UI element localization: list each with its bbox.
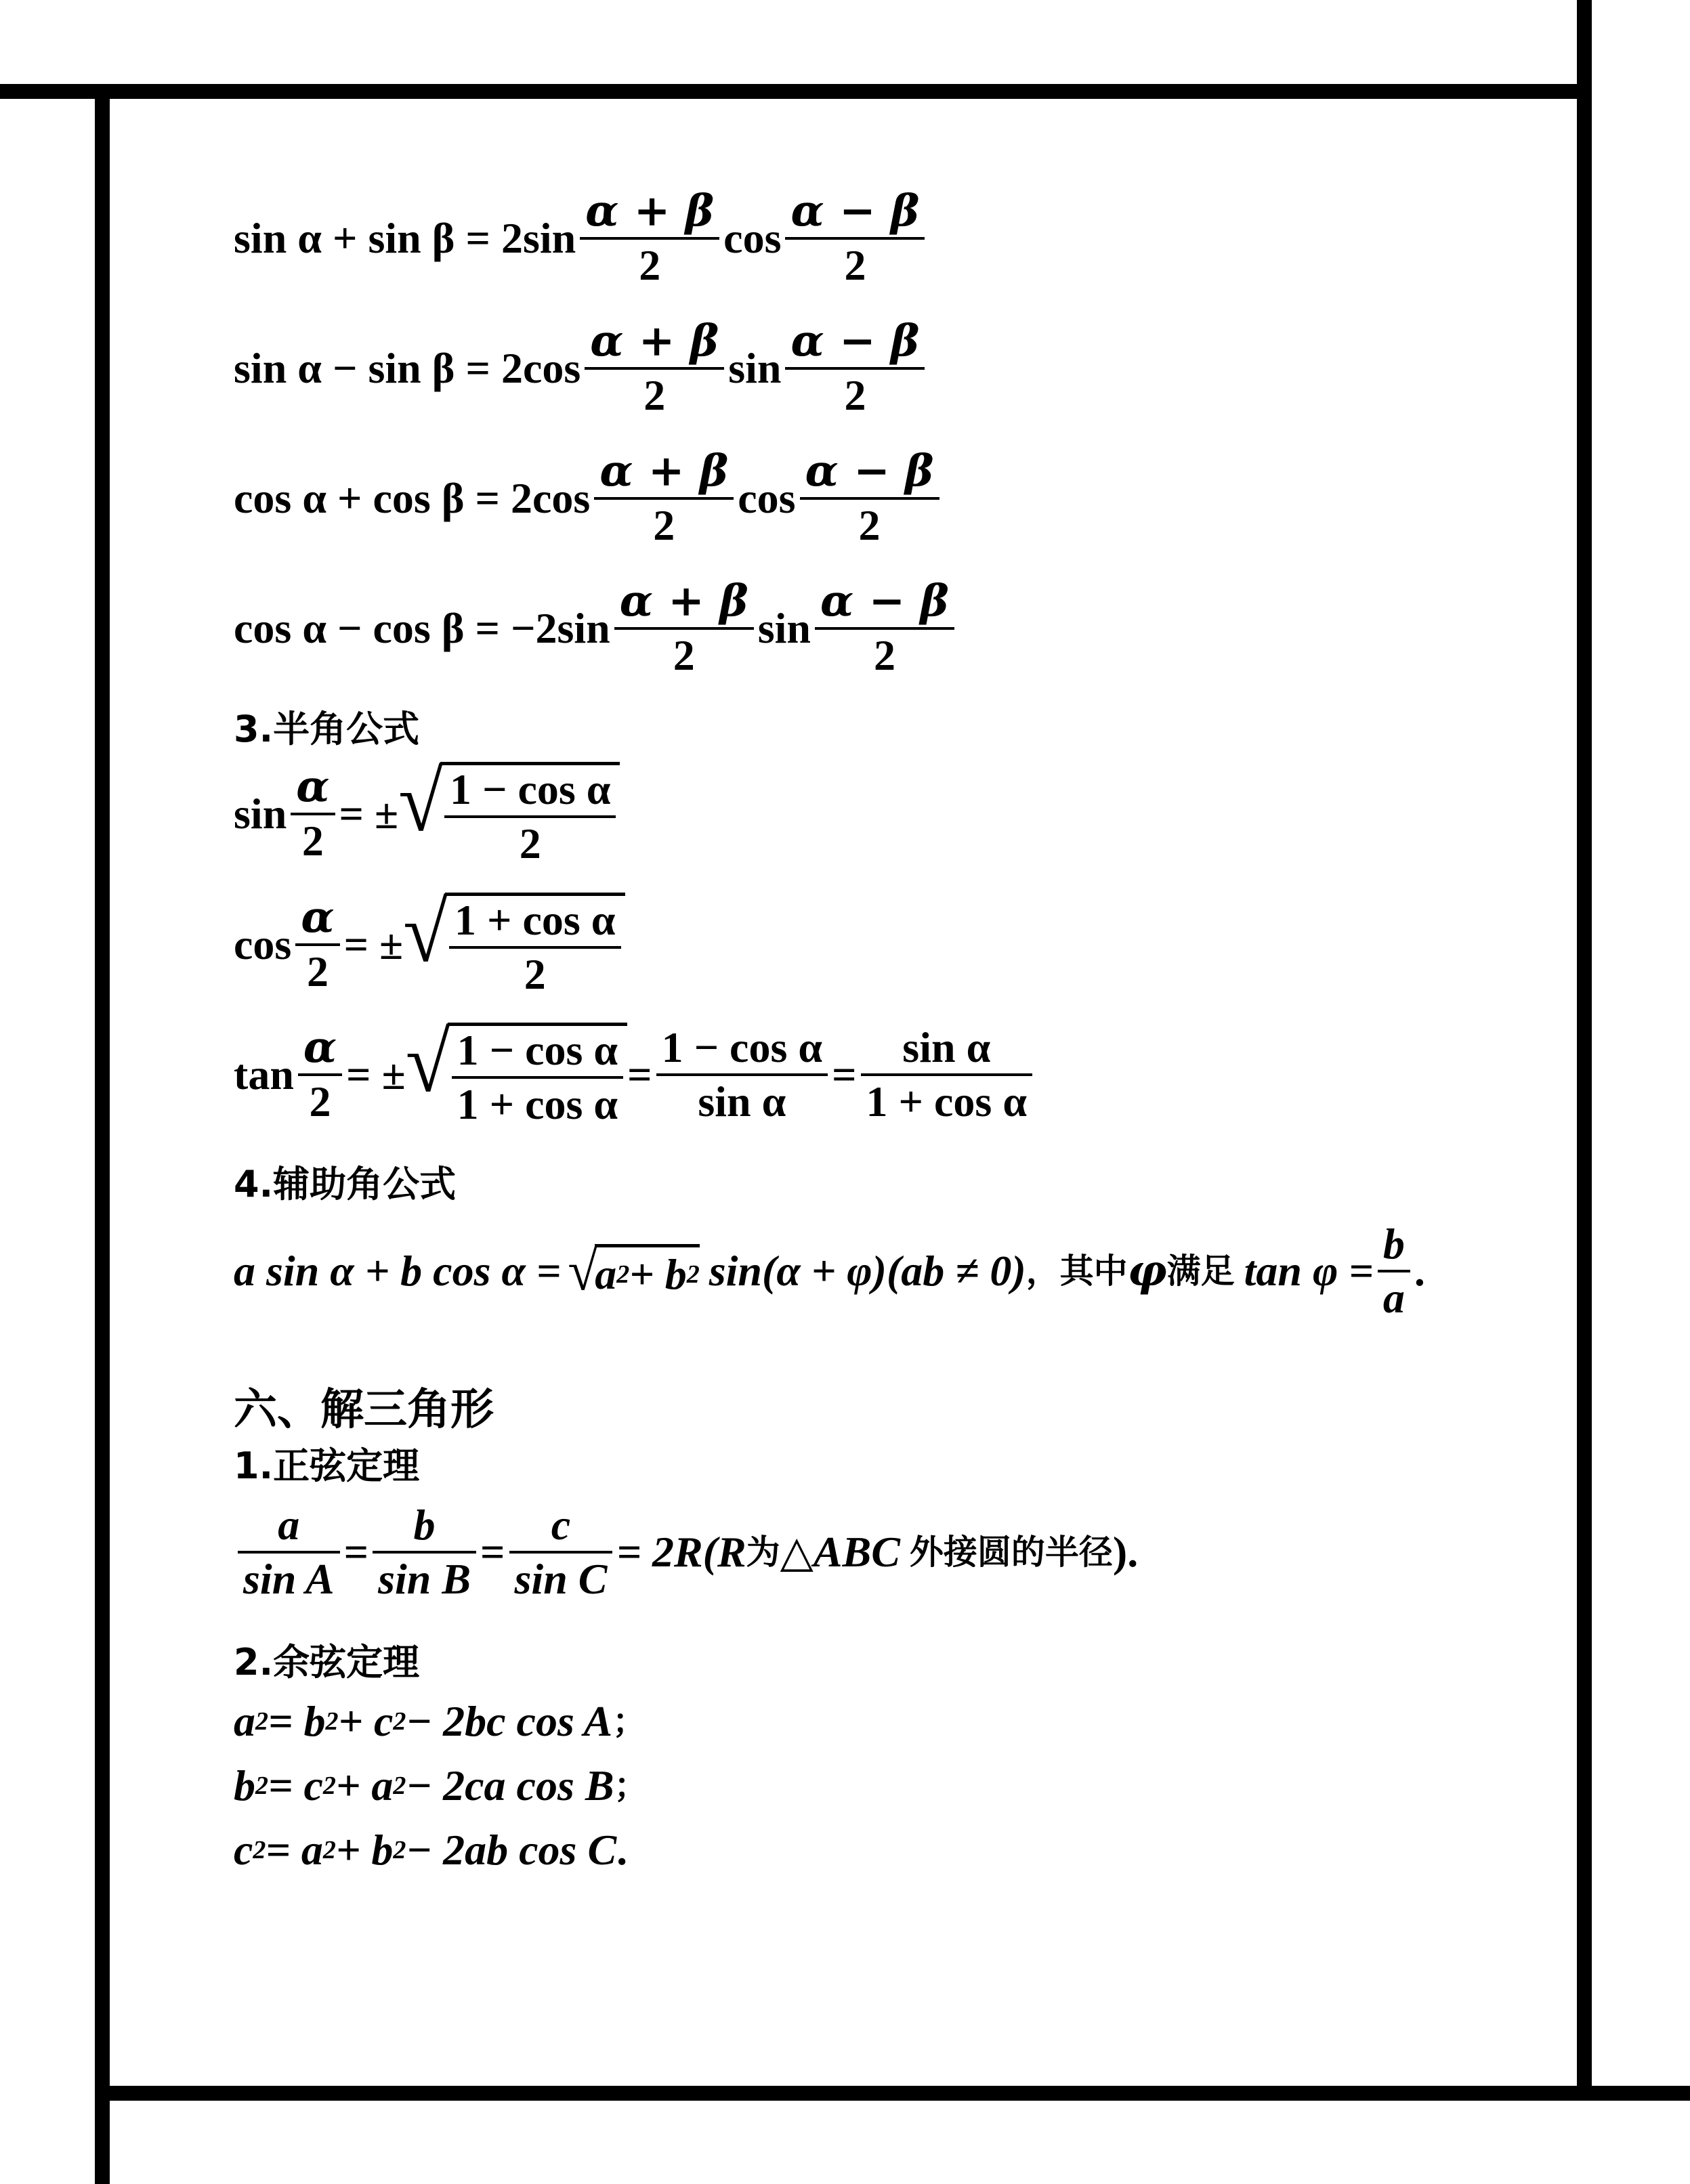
fraction xyxy=(800,446,939,549)
formula-part: 2 xyxy=(585,367,724,417)
formula-part: 2 xyxy=(325,1707,339,1736)
formula-part: α + β xyxy=(585,186,715,236)
formula-law-of-sines xyxy=(234,1503,1138,1601)
formula-part: sin α − sin β = 2cos xyxy=(234,344,581,392)
formula-part: + a xyxy=(335,1761,394,1810)
formula-part xyxy=(1378,1222,1410,1320)
formula-part: 2 xyxy=(393,1836,406,1864)
formula-part: b xyxy=(413,1501,436,1549)
formula-part: 2 xyxy=(785,237,925,287)
formula-part: sin α xyxy=(902,1023,991,1071)
formula-part: 2 xyxy=(253,1836,266,1864)
formula-part: 1 − cos α xyxy=(661,1023,823,1071)
square-root xyxy=(568,1239,700,1303)
formula-part: tan xyxy=(234,1050,294,1098)
formula-part: φ xyxy=(1127,1245,1167,1296)
formula-part: cos xyxy=(738,474,796,522)
formula-part: α + β xyxy=(619,576,748,626)
formula-part: 外接圆的半径 xyxy=(909,1533,1113,1572)
formula-part xyxy=(509,1503,613,1601)
formula-part: 2 xyxy=(785,367,925,417)
formula-part: 1 + cos α xyxy=(452,1076,624,1126)
formula-part: α + β xyxy=(599,446,729,496)
formula-part: √ xyxy=(398,754,443,849)
formula-part: c xyxy=(551,1501,571,1549)
formula-part: 2 xyxy=(255,1772,268,1800)
formula-part: cos α − cos β = −2sin xyxy=(234,604,610,652)
formula-part xyxy=(373,1503,476,1601)
formula-part: = ± xyxy=(343,920,404,968)
formula-part: 2 xyxy=(614,627,754,677)
formula-part: sin C xyxy=(509,1551,613,1601)
formula-part: 2 xyxy=(298,1073,342,1123)
formula-law-of-cosines-a xyxy=(234,1697,647,1745)
formula-part: ，其中 xyxy=(1026,1251,1128,1291)
formula-part: 2 xyxy=(449,946,621,996)
formula-part: cos xyxy=(723,214,782,262)
fraction xyxy=(580,186,719,289)
formula-part: − 2ca cos B xyxy=(406,1761,614,1810)
heading-auxiliary-angle: 4.辅助角公式 xyxy=(234,1163,457,1205)
formula-part: sin B xyxy=(373,1551,476,1601)
formula-part: 1 + cos α xyxy=(455,896,616,944)
formula-part: . xyxy=(1414,1247,1425,1295)
formula-part: = c xyxy=(268,1761,323,1810)
formula-part: α xyxy=(303,1021,337,1073)
formula-part: cos α + cos β = 2cos xyxy=(234,474,591,522)
fraction xyxy=(785,316,925,419)
formula-part: 2 xyxy=(295,943,339,993)
formula-part: sin xyxy=(234,789,287,838)
formula-part: = b xyxy=(268,1697,326,1745)
formula-law-of-cosines-b xyxy=(234,1761,648,1810)
formula-half-tan xyxy=(234,1014,1036,1128)
formula-part: 2 xyxy=(393,1707,406,1736)
formula-part: α − β xyxy=(805,446,934,496)
frame-left-line xyxy=(95,84,110,2184)
heading-half-angle: 3.半角公式 xyxy=(234,708,420,750)
formula-part: − 2ab cos C xyxy=(406,1826,617,1874)
formula-part: b xyxy=(1382,1220,1405,1268)
formula-part: − 2bc cos A xyxy=(406,1697,613,1745)
formula-part xyxy=(861,1023,1033,1126)
formula-part: 2 xyxy=(800,497,939,547)
formula-part: 满足 xyxy=(1166,1251,1235,1291)
heading-law-of-sines: 1.正弦定理 xyxy=(234,1444,420,1487)
formula-part xyxy=(238,1503,340,1601)
formula-part: α xyxy=(296,761,330,812)
formula-part: α − β xyxy=(820,576,949,626)
formula-auxiliary-angle xyxy=(234,1222,1425,1320)
formula-part: sin α xyxy=(656,1073,828,1123)
formula-part: = xyxy=(343,1528,369,1576)
formula-part xyxy=(295,891,339,995)
formula-part: c xyxy=(234,1826,253,1874)
fraction xyxy=(785,186,925,289)
formula-part: a xyxy=(234,1697,255,1745)
formula-sin-minus-sin xyxy=(234,316,929,419)
formula-part: △ABC xyxy=(780,1528,900,1576)
section-heading-solve-triangle: 六、解三角形 xyxy=(234,1385,494,1435)
formula-part: 2 xyxy=(322,1772,336,1800)
formula-part: α xyxy=(301,891,335,943)
frame-top-line xyxy=(0,84,1592,99)
fraction xyxy=(585,316,724,419)
formula-part: α − β xyxy=(790,186,920,236)
formula-part: 2 xyxy=(580,237,719,287)
formula-part xyxy=(452,1026,624,1128)
formula-part xyxy=(595,1244,699,1298)
formula-part: a xyxy=(278,1501,300,1549)
formula-part: 为 xyxy=(746,1533,780,1572)
formula-part: a xyxy=(1378,1270,1410,1320)
fraction xyxy=(594,446,734,549)
formula-part: = 2R(R xyxy=(616,1528,746,1576)
formula-part: 2 xyxy=(444,815,616,865)
formula-part: ； xyxy=(614,1766,648,1805)
formula-part: sin A xyxy=(238,1551,340,1601)
formula-part: . xyxy=(616,1826,628,1874)
formula-part xyxy=(656,1023,828,1126)
formula-part: α − β xyxy=(790,316,920,366)
formula-part: tan φ = xyxy=(1244,1247,1374,1295)
formula-part: √ xyxy=(568,1239,598,1303)
formula-part: 1 − cos α xyxy=(457,1026,618,1074)
formula-part xyxy=(440,762,620,868)
formula-part: sin xyxy=(757,604,811,652)
formula-part: α + β xyxy=(590,316,719,366)
formula-part: 2 xyxy=(291,813,335,863)
formula-part: 2 xyxy=(686,1260,700,1289)
formula-part xyxy=(448,1023,628,1126)
formula-part xyxy=(444,765,616,868)
formula-law-of-cosines-c xyxy=(234,1828,627,1872)
formula-part: 2 xyxy=(616,1260,630,1289)
formula-part xyxy=(445,893,625,996)
formula-part: cos xyxy=(234,920,292,968)
formula-half-cos xyxy=(234,884,625,998)
formula-part xyxy=(298,1021,342,1126)
formula-part: 2 xyxy=(322,1836,336,1864)
formula-part: 1 + cos α xyxy=(861,1073,1033,1123)
formula-part: sin xyxy=(728,344,782,392)
formula-part: sin α + sin β = 2sin xyxy=(234,214,576,262)
formula-part: 2 xyxy=(594,497,734,547)
formula-cos-plus-cos xyxy=(234,446,944,549)
formula-part: 2 xyxy=(393,1772,406,1800)
fraction xyxy=(614,576,754,679)
formula-part: 1 − cos α xyxy=(449,765,611,813)
fraction xyxy=(815,576,954,679)
formula-part xyxy=(291,761,335,865)
formula-sin-plus-sin xyxy=(234,186,929,289)
formula-part: √ xyxy=(405,1014,450,1110)
formula-part xyxy=(449,896,621,998)
formula-part: = ± xyxy=(346,1050,406,1098)
formula-part: sin(α + φ)(ab ≠ 0) xyxy=(709,1247,1026,1295)
formula-part: = xyxy=(832,1050,857,1098)
frame-bottom-line xyxy=(95,2086,1690,2101)
formula-part: + b xyxy=(335,1826,394,1874)
frame-right-line xyxy=(1577,0,1592,2099)
formula-part: 2 xyxy=(255,1707,268,1736)
formula-part: 2 xyxy=(815,627,954,677)
formula-part: = xyxy=(627,1050,652,1098)
formula-part: a sin α + b cos α = xyxy=(234,1247,562,1295)
square-root xyxy=(405,1014,627,1128)
formula-part: ). xyxy=(1112,1528,1139,1576)
formula-part: = xyxy=(480,1528,505,1576)
formula-half-sin xyxy=(234,754,620,868)
formula-part: = a xyxy=(266,1826,323,1874)
formula-part: √ xyxy=(403,884,448,980)
heading-law-of-cosines: 2.余弦定理 xyxy=(234,1641,420,1684)
square-root xyxy=(403,884,625,998)
formula-cos-minus-cos xyxy=(234,576,958,679)
formula-part: ； xyxy=(612,1702,647,1741)
formula-part: + c xyxy=(338,1697,394,1745)
formula-part: = ± xyxy=(339,789,399,838)
formula-part: a xyxy=(595,1249,617,1298)
formula-part: + b xyxy=(629,1249,687,1298)
square-root xyxy=(398,754,620,868)
formula-part: b xyxy=(234,1761,255,1810)
